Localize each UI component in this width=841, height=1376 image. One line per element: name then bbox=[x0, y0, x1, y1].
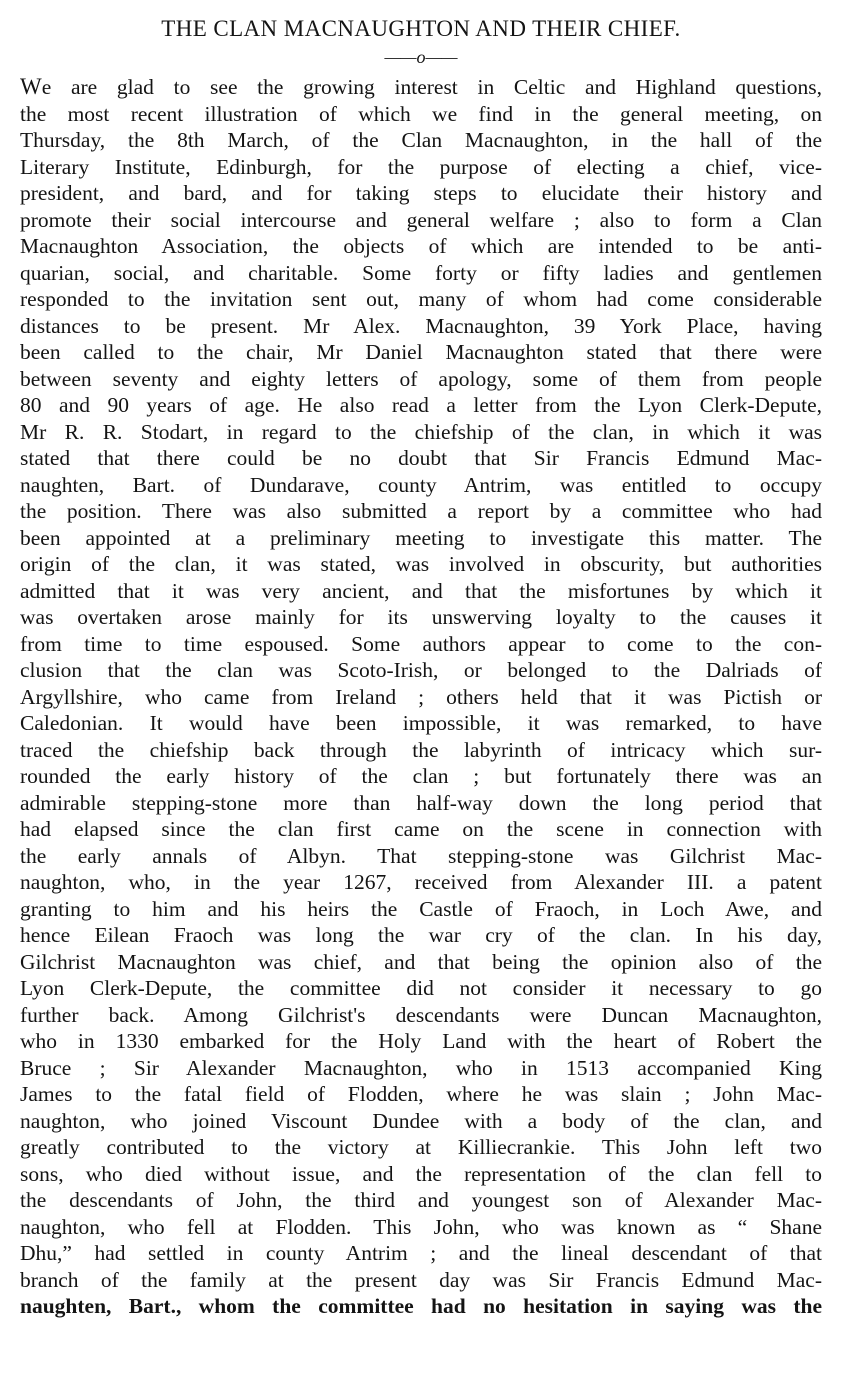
body-line: been called to the chair, Mr Daniel Macnaughton stated that there were bbox=[20, 340, 822, 364]
body-line: branch of the family at the present day was Sir Francis Edmund Mac- bbox=[20, 1267, 822, 1292]
body-line: quarian, social, and charitable. Some forty or fifty ladies and gentlemen bbox=[20, 260, 822, 285]
body-line: clusion that the clan was Scoto-Irish, or belonged to the Dalriads of bbox=[20, 658, 822, 682]
body-line: We are glad to see the growing interest in Celtic and Highland questions, bbox=[20, 74, 822, 99]
body-line: the early annals of Albyn. That stepping-stone was Gilchrist Mac- bbox=[20, 843, 822, 868]
body-line: rounded the early history of the clan ; but fortunately there was an bbox=[20, 764, 822, 788]
document-page bbox=[20, 14, 822, 1320]
body-line: stated that there could be no doubt that Sir Francis Edmund Mac- bbox=[20, 446, 822, 470]
body-line: naughton, who, in the year 1267, received from Alexander III. a patent bbox=[20, 870, 822, 894]
body-line: Macnaughton Association, the objects of which are intended to be anti- bbox=[20, 234, 822, 258]
body-line: Mr R. R. Stodart, in regard to the chiefship of the clan, in which it was bbox=[20, 419, 822, 444]
body-line: Bruce ; Sir Alexander Macnaughton, who in 1513 accompanied King bbox=[20, 1055, 822, 1080]
body-line: granting to him and his heirs the Castle of Fraoch, in Loch Awe, and bbox=[20, 896, 822, 921]
body-line: sons, who died without issue, and the representation of the clan fell to bbox=[20, 1161, 822, 1186]
body-line: Gilchrist Macnaughton was chief, and that being the opinion also of the bbox=[20, 949, 822, 974]
body-line: from time to time espoused. Some authors appear to come to the con- bbox=[20, 631, 822, 656]
body-line: the most recent illustration of which we find in the general meeting, on bbox=[20, 101, 822, 126]
article-title: THE CLAN MACNAUGHTON AND THEIR CHIEF. bbox=[161, 16, 681, 41]
body-line: the descendants of John, the third and youngest son of Alexander Mac- bbox=[20, 1188, 822, 1212]
body-line: naughten, Bart. of Dundarave, county Antrim, was entitled to occupy bbox=[20, 472, 822, 497]
body-line: president, and bard, and for taking steps to elucidate their history and bbox=[20, 181, 822, 205]
body-line: promote their social intercourse and general welfare ; also to form a Clan bbox=[20, 207, 822, 232]
body-line: between seventy and eighty letters of apology, some of them from people bbox=[20, 366, 822, 391]
body-line: the position. There was also submitted a report by a committee who had bbox=[20, 499, 822, 523]
body-line: had elapsed since the clan first came on the scene in connection with bbox=[20, 817, 822, 841]
body-line: origin of the clan, it was stated, was involved in obscurity, but authorities bbox=[20, 552, 822, 576]
body-line: was overtaken arose mainly for its unswerving loyalty to the causes it bbox=[20, 605, 822, 629]
body-line: who in 1330 embarked for the Holy Land with the heart of Robert the bbox=[20, 1029, 822, 1053]
body-line: distances to be present. Mr Alex. Macnaughton, 39 York Place, having bbox=[20, 313, 822, 338]
body-line: Lyon Clerk-Depute, the committee did not consider it necessary to go bbox=[20, 976, 822, 1000]
body-line: been appointed at a preliminary meeting to investigate this matter. The bbox=[20, 525, 822, 550]
body-line: hence Eilean Fraoch was long the war cry of the clan. In his day, bbox=[20, 923, 822, 947]
body-line: responded to the invitation sent out, many of whom had come considerable bbox=[20, 287, 822, 311]
body-line: further back. Among Gilchrist's descendants were Duncan Macnaughton, bbox=[20, 1002, 822, 1027]
body-line: greatly contributed to the victory at Killiecrankie. This John left two bbox=[20, 1135, 822, 1159]
body-line: Thursday, the 8th March, of the Clan Macnaughton, in the hall of the bbox=[20, 128, 822, 152]
body-line: Argyllshire, who came from Ireland ; others held that it was Pictish or bbox=[20, 684, 822, 709]
body-line: James to the fatal field of Flodden, where he was slain ; John Mac- bbox=[20, 1082, 822, 1106]
body-line: Caledonian. It would have been impossible, it was remarked, to have bbox=[20, 711, 822, 735]
body-line: naughten, Bart., whom the committee had no hesitation in saying was the bbox=[20, 1294, 822, 1318]
body-line: admirable stepping-stone more than half-way down the long period that bbox=[20, 790, 822, 815]
body-line: 80 and 90 years of age. He also read a letter from the Lyon Clerk-Depute, bbox=[20, 393, 822, 417]
body-line: naughton, who fell at Flodden. This John, who was known as “ Shane bbox=[20, 1214, 822, 1239]
title-divider: ——o—— bbox=[384, 47, 458, 67]
body-line: Dhu,” had settled in county Antrim ; and the lineal descendant of that bbox=[20, 1241, 822, 1265]
body-line: traced the chiefship back through the labyrinth of intricacy which sur- bbox=[20, 737, 822, 762]
body-line: naughton, who joined Viscount Dundee with a body of the clan, and bbox=[20, 1108, 822, 1133]
article-body bbox=[20, 74, 822, 1320]
body-line: admitted that it was very ancient, and that the misfortunes by which it bbox=[20, 578, 822, 603]
body-line: Literary Institute, Edinburgh, for the purpose of electing a chief, vice- bbox=[20, 154, 822, 179]
